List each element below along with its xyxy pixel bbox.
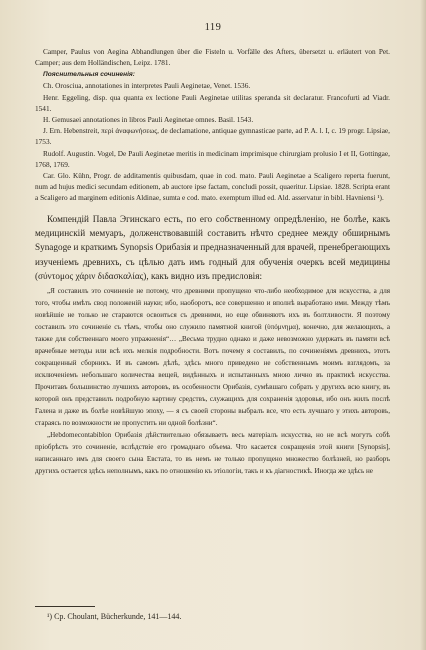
reference-entry: Henr. Eggeling, disp. qua quanta ex lectione Pauli Aeginetae utilitas sperandа sit declaratur. Francofurti ad Viadr. 1541. [35, 92, 390, 113]
footnote-rule [35, 606, 95, 607]
reference-entry-camper: Camper, Paulus von Aegina Abhandlungen über die Fisteln u. Vorfälle des Afters, übersetzt u. erläutert von Pet. Camper; aus dem Holländischen, Leipz. 1781. [35, 47, 390, 68]
page-number: 119 [204, 22, 222, 33]
reference-entry: H. Gemusaei annotationes in libros Pauli Aeginetae omnes. Basil. 1543. [43, 115, 254, 125]
footnote: ¹) Cp. Choulant, Bücherkunde, 141—144. [47, 612, 182, 621]
main-paragraph: Компендій Павла Эгинскаго есть, по его собственному опредѣленію, не болѣе, какъ медицинскій мемуаръ, долженствовавшій составить нѣчто среднее между обширнымъ Synagoge и краткимъ Synopsis Орибазія и предназначенный для врачей, пренебрегающихъ изученіемъ древнихъ, съ цѣлью дать имъ годный для обученія очеркъ всей медицины (σύντομος χάριν διδασκαλίας), какъ видно изъ предисловія: [35, 213, 390, 281]
reference-entry: J. Ern. Hebenstreit, περὶ ἀναφωνήσεως, de declamatione, antiquae gymnasticae parte, ad P. A. l. I, c. 19 progr. Lipsiae, 1753. [35, 126, 390, 147]
quotation-hebdomecontabiblon: „Hebdomecontabiblon Орибазія дѣйствительно обязываетъ весь матеріалъ искусства, но не всѣ могутъ собѣ пріобрѣсть это сочиненіе, вслѣдствіе его громаднаго объема. Что касается сокращенія этой книги [Synopsis], написаннаго имъ для своего сына Евстата, то въ немъ не только пропущено множество болѣзней, но разборъ другихъ остается здѣсь неполнымъ, какъ по отношенію къ этіологіи, такъ и къ діагностикѣ. Иногда же здѣсь не [35, 431, 390, 476]
reference-entry: Car. Glo. Kühn, Progr. de additamentis quibusdam, quae in cod. mato. Pauli Aeginetae a Scaligero reperta fuerunt, num ad hujus medici secundam editionem, ab auctore ipse factam, concludi possit, quaeritur. Lipsiae. 1828. Scripta erant a Scaligero ad marginem editionis Aldinae, sumta e cod. mato. exemptum illud ed. Ald. asservatur in bibl. Havniensi ¹). [35, 171, 390, 203]
reference-entry: Ch. Orosciua, annotationes in interpretes Pauli Aeginetae, Venet. 1536. [43, 81, 251, 91]
text-column [35, 46, 390, 477]
quotation-preface: „Я составилъ это сочиненіе не потому, что древними пропущено что-либо необходимое для искусства, а для того, чтобы имѣть свод положеній науки; ибо, наоборотъ, все совершенно и вполнѣ выработано ими. Между тѣмъ новѣйшіе не только не стараются освоиться съ древними, но еще обвиняютъ ихъ въ болтливости. Я поэтому составилъ это сочиненіе съ тѣмъ, чтобы оно служило памятной книгой (ὑπόμνημα), конечно, для желающихъ, а также для собственнаго моего упражненія“… „Весьма трудно однако и даже невозможно удержать въ памяти всѣ врачебные методы или всѣ ихъ мелкія подробности. Вотъ почему я составилъ, по сочиненіямъ древнихъ, этотъ сокращенный сборникъ. И въ самомъ дѣлѣ, здѣсь много приведено не собственнымъ моимъ взглядомъ, за исключеніемъ небольшаго количества вещей, видѣнныхъ и испытанныхъ мною лично въ практикѣ искусства. Прочитавъ большинство лучшихъ авторовъ, въ особенности Орибазія, сумѣвшаго собрать у другихъ всю книгу, въ которой онъ представилъ подробную картину средствъ, служащихъ для сохраненія здоровья, ибо онъ жилъ послѣ Галена и даже въ болѣе новѣйшую эпоху, — я съ своей стороны выбралъ все, что есть лучшаго у этихъ авторовъ, стараясь по возможности не пропустить ни одной болѣзни“. [35, 287, 390, 428]
page-edge-shadow [420, 0, 426, 650]
subheading-explanatory-works: Пояснительныя сочиненія: [43, 71, 135, 79]
reference-entry: Rudolf. Augustin. Vogel, De Pauli Aeginetae meritis in medicinam imprimisque chirurgiam prolusio I et II, Gottingae, 1768, 1769. [35, 148, 390, 169]
